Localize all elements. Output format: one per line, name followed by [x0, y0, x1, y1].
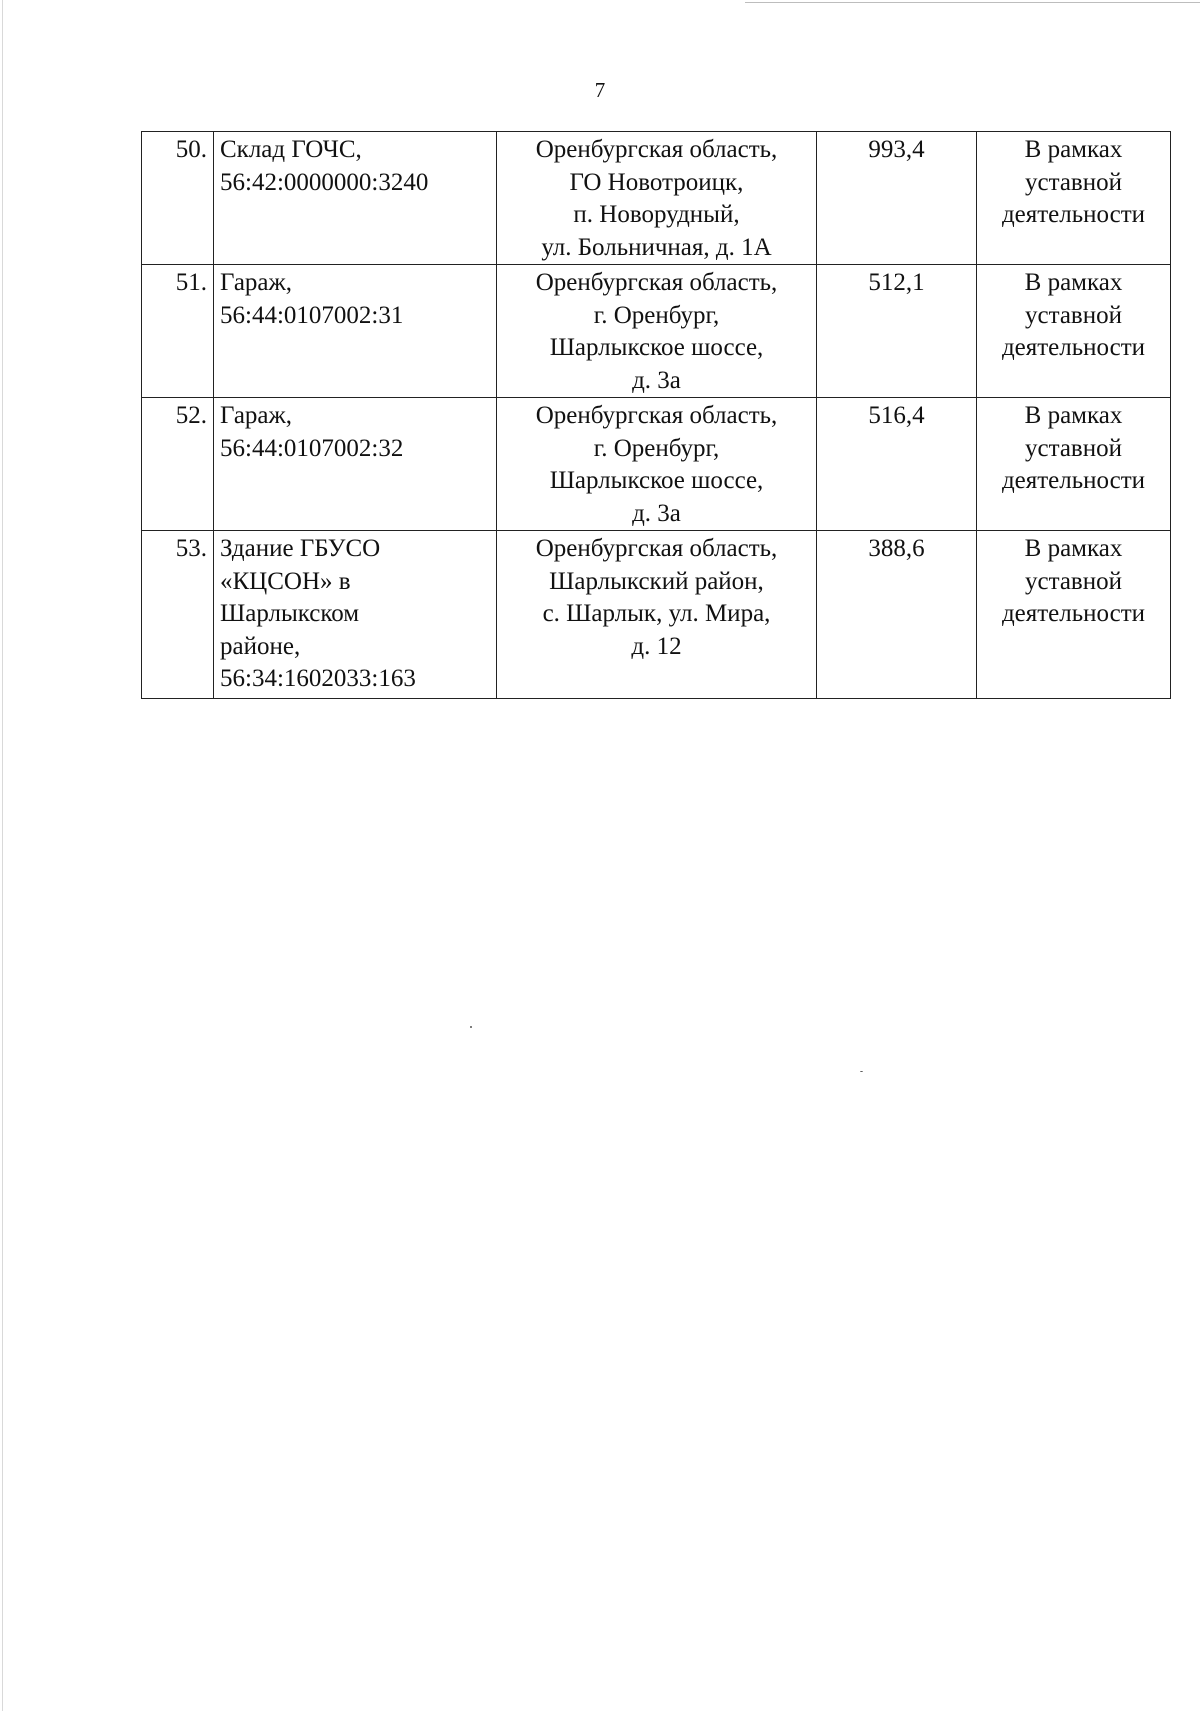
address-line: ул. Больничная, д. 1А — [541, 233, 772, 261]
scan-edge-left — [2, 0, 3, 1711]
address-line: Оренбургская область, — [535, 402, 778, 429]
object-name-cell — [214, 132, 497, 265]
purpose-line: деятельности — [1001, 467, 1146, 494]
table-row — [142, 398, 1171, 531]
object-name-cell — [214, 398, 497, 531]
purpose-line: В рамках — [1024, 136, 1123, 163]
scan-edge-top — [745, 2, 1200, 3]
object-name-line: Гараж, — [220, 269, 293, 296]
scan-speck — [470, 1026, 472, 1028]
row-number-cell: 51. — [142, 265, 214, 398]
property-table — [141, 131, 1171, 699]
area-cell: 388,6 — [817, 531, 977, 699]
purpose-line: уставной — [1025, 567, 1122, 595]
address-cell — [497, 132, 817, 265]
purpose-line: уставной — [1025, 301, 1122, 329]
cadastral-number: 56:44:0107002:32 — [220, 434, 404, 462]
cadastral-number: 56:34:1602033:163 — [220, 665, 416, 692]
area-cell: 993,4 — [817, 132, 977, 265]
address-line: г. Оренбург, — [593, 301, 720, 329]
area-cell: 512,1 — [817, 265, 977, 398]
address-line: Шарлыкское шоссе, — [549, 467, 764, 494]
address-line: Шарлыкское шоссе, — [549, 334, 764, 361]
object-name-line: Гараж, — [220, 402, 293, 429]
purpose-line: В рамках — [1024, 535, 1123, 562]
scan-speck — [860, 1071, 863, 1072]
purpose-line: деятельности — [1001, 334, 1146, 361]
address-line: п. Новорудный, — [573, 201, 740, 228]
address-line: д. 3а — [632, 499, 681, 527]
table-row — [142, 531, 1171, 699]
address-cell — [497, 398, 817, 531]
address-line: д. 12 — [631, 632, 682, 660]
address-line: Оренбургская область, — [535, 269, 778, 296]
purpose-line: В рамках — [1024, 402, 1123, 429]
address-cell — [497, 265, 817, 398]
address-line: ГО Новотроицк, — [569, 168, 744, 196]
row-number-cell: 53. — [142, 531, 214, 699]
object-name-line: «КЦСОН» в — [220, 567, 351, 595]
area-cell: 516,4 — [817, 398, 977, 531]
cadastral-number: 56:42:0000000:3240 — [220, 168, 429, 196]
object-name-line: Склад ГОЧС, — [220, 136, 362, 163]
address-line: Оренбургская область, — [535, 535, 778, 562]
row-number-cell: 52. — [142, 398, 214, 531]
purpose-cell — [977, 531, 1171, 699]
object-name-line: районе, — [220, 632, 301, 660]
object-name-cell — [214, 265, 497, 398]
purpose-cell — [977, 265, 1171, 398]
page-number: 7 — [594, 78, 606, 102]
row-number-cell: 50. — [142, 132, 214, 265]
address-line: Оренбургская область, — [535, 136, 778, 163]
purpose-line: В рамках — [1024, 269, 1123, 296]
address-line: д. 3а — [632, 366, 681, 394]
table-row — [142, 132, 1171, 265]
purpose-cell — [977, 132, 1171, 265]
purpose-line: деятельности — [1001, 600, 1146, 627]
object-name-line: Здание ГБУСО — [220, 535, 381, 562]
purpose-line: уставной — [1025, 168, 1122, 196]
address-line: с. Шарлык, ул. Мира, — [542, 600, 771, 627]
purpose-line: уставной — [1025, 434, 1122, 462]
cadastral-number: 56:44:0107002:31 — [220, 301, 404, 329]
table-row — [142, 265, 1171, 398]
address-line: Шарлыкский район, — [549, 567, 764, 595]
object-name-cell — [214, 531, 497, 699]
address-cell — [497, 531, 817, 699]
object-name-line: Шарлыкском — [220, 600, 360, 627]
purpose-line: деятельности — [1001, 201, 1146, 228]
address-line: г. Оренбург, — [593, 434, 720, 462]
purpose-cell — [977, 398, 1171, 531]
